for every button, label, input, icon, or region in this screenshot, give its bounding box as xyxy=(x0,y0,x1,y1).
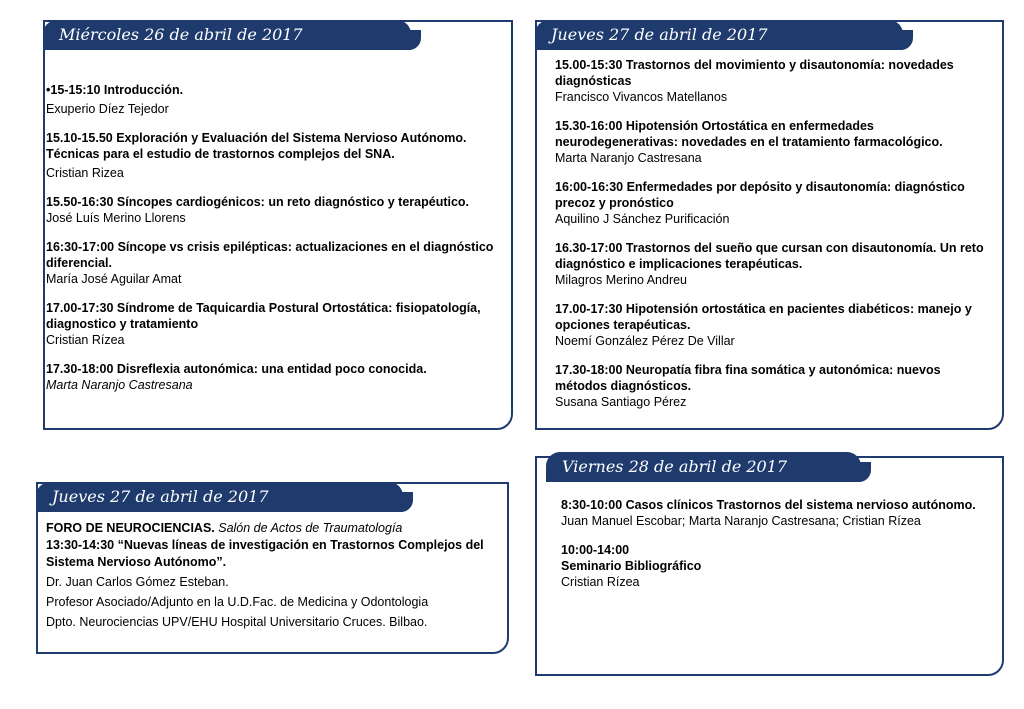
forum-heading xyxy=(46,520,501,537)
forum-dept: Dpto. Neurociencias UPV/EHU Hospital Universitario Cruces. Bilbao. xyxy=(46,615,428,629)
session-head: 15.10-15.50 Exploración y Evaluación del Sistema Nervioso Autónomo. Técnicas para el estudio de trastornos complejos del SNA. xyxy=(46,131,467,161)
session-speaker: Aquilino J Sánchez Purificación xyxy=(555,212,730,226)
session-speaker: María José Aguilar Amat xyxy=(46,272,182,286)
session-head: 8:30-10:00 Casos clínicos Trastornos del sistema nervioso autónomo. xyxy=(561,498,976,512)
session-head: 17.00-17:30 Hipotensión ortostática en pacientes diabéticos: manejo y opciones terapéuticas. xyxy=(555,302,972,332)
session-head: 16:00-16:30 Enfermedades por depósito y disautonomía: diagnóstico precoz y pronóstico xyxy=(555,180,965,210)
session-head: 17.00-17:30 Síndrome de Taquicardia Postural Ortostática: fisiopatología, diagnostico y tratamiento xyxy=(46,301,481,331)
forum-location: Salón de Actos de Traumatología xyxy=(214,521,403,535)
panel-friday-title: Viernes 28 de abril de 2017 xyxy=(546,452,861,482)
panel-thursday-body xyxy=(555,57,995,410)
session-speaker: Cristian Rízea xyxy=(561,575,640,589)
panel-thursday-title: Jueves 27 de abril de 2017 xyxy=(535,20,903,50)
session-speaker: Exuperio Díez Tejedor xyxy=(46,102,169,116)
forum-role: Profesor Asociado/Adjunto en la U.D.Fac. de Medicina y Odontologia xyxy=(46,595,429,609)
panel-forum-title: Jueves 27 de abril de 2017 xyxy=(36,482,403,512)
session-head: 17.30-18:00 Disreflexia autonómica: una entidad poco conocida. xyxy=(46,362,427,376)
session-speaker: Juan Manuel Escobar; Marta Naranjo Castresana; Cristian Rízea xyxy=(561,514,921,528)
session-head: 15.30-16:00 Hipotensión Ortostática en enfermedades neurodegenerativas: novedades en el tratamiento farmacológico. xyxy=(555,119,943,149)
forum-name: FORO DE NEUROCIENCIAS. xyxy=(46,521,215,535)
session-speaker: Cristian Rizea xyxy=(46,166,124,180)
session-speaker: Francisco Vivancos Matellanos xyxy=(555,90,728,104)
session-speaker: Marta Naranjo Castresana xyxy=(555,151,702,165)
session-speaker: Milagros Merino Andreu xyxy=(555,273,688,287)
session-speaker: José Luís Merino Llorens xyxy=(46,211,186,225)
session-speaker: Noemí González Pérez De Villar xyxy=(555,334,735,348)
session-head: 16:30-17:00 Síncope vs crisis epilépticas: actualizaciones en el diagnóstico diferencial. xyxy=(46,240,494,270)
forum-speaker: Dr. Juan Carlos Gómez Esteban. xyxy=(46,575,229,589)
panel-wednesday-title: Miércoles 26 de abril de 2017 xyxy=(43,20,411,50)
session-speaker: Marta Naranjo Castresana xyxy=(46,378,193,392)
forum-talk: 13:30-14:30 “Nuevas líneas de investigación en Trastornos Complejos del Sistema Nervioso Autónomo”. xyxy=(46,538,484,569)
session-head: 15.00-15:30 Trastornos del movimiento y disautonomía: novedades diagnósticas xyxy=(555,58,954,88)
panel-forum-body xyxy=(46,520,501,631)
session-head: 17.30-18:00 Neuropatía fibra fina somática y autonómica: nuevos métodos diagnósticos. xyxy=(555,363,941,393)
panel-wednesday-body xyxy=(46,82,506,393)
session-head: 16.30-17:00 Trastornos del sueño que cursan con disautonomía. Un reto diagnóstico e implicaciones terapéuticas. xyxy=(555,241,984,271)
session-speaker: Susana Santiago Pérez xyxy=(555,395,687,409)
session-head: 15.50-16:30 Síncopes cardiogénicos: un reto diagnóstico y terapéutico. xyxy=(46,195,470,209)
session-head: 10:00-14:00 Seminario Bibliográfico xyxy=(561,543,702,573)
session-speaker: Cristian Rízea xyxy=(46,333,125,347)
panel-friday-body xyxy=(561,497,991,590)
session-head: •15-15:10 Introducción. xyxy=(46,83,184,97)
